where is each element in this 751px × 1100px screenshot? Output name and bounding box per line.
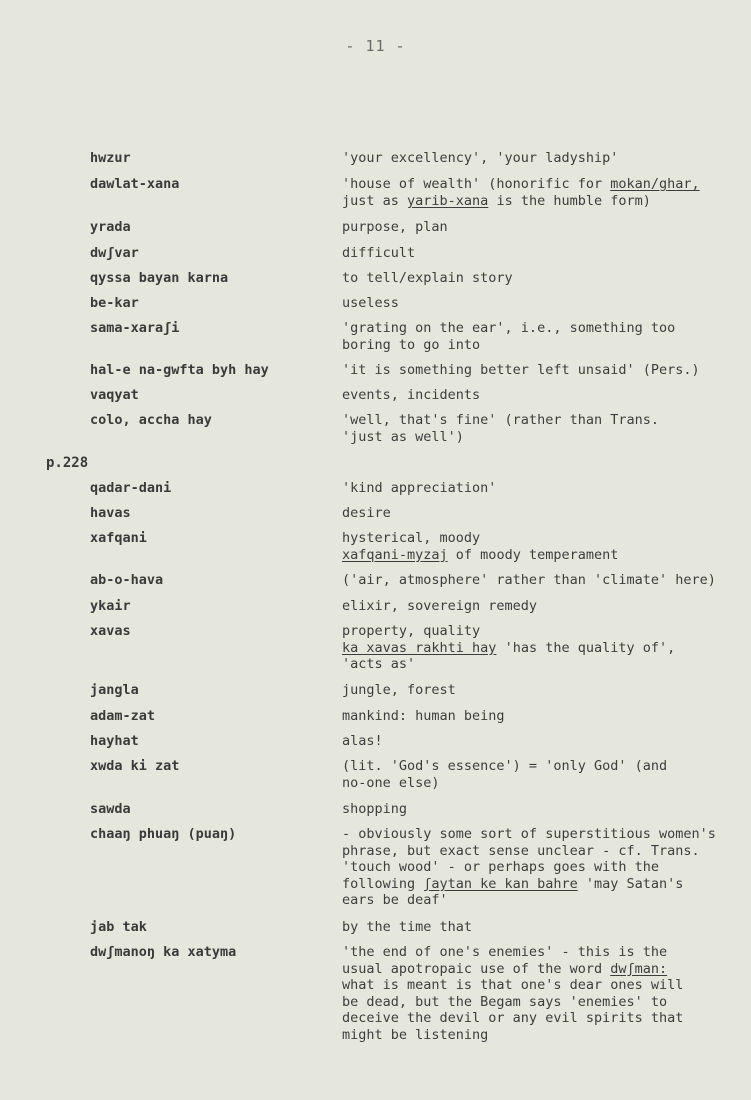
gloss-line: alas! — [342, 733, 383, 749]
underlined-term: ka xavas rakhti hay — [342, 639, 497, 656]
entry-term: chaaŋ phuaŋ (puaŋ) — [90, 826, 237, 842]
page-number: - 11 - — [345, 37, 406, 55]
gloss-line: events, incidents — [342, 387, 481, 403]
entry-gloss — [342, 598, 742, 615]
gloss-line: by the time that — [342, 919, 473, 935]
gloss-text: following — [342, 875, 424, 892]
gloss-line: 'your excellency', 'your ladyship' — [342, 150, 619, 166]
gloss-line: no-one else) — [342, 774, 440, 791]
entry-term: qyssa bayan karna — [90, 270, 229, 286]
entry-gloss — [342, 826, 742, 909]
underlined-term: xafqani-myzaj — [342, 546, 448, 563]
entry-gloss — [342, 505, 742, 522]
gloss-line: to tell/explain story — [342, 270, 513, 286]
entry-term: xavas — [90, 623, 131, 639]
entry-term: sama-xaraʃi — [90, 320, 180, 336]
gloss-text: usual apotropaic use of the word — [342, 960, 611, 977]
gloss-line: be dead, but the Begam says 'enemies' to — [342, 993, 668, 1010]
entry-gloss — [342, 412, 742, 445]
gloss-line: mankind: human being — [342, 708, 505, 724]
gloss-line: boring to go into — [342, 336, 481, 353]
gloss-line: deceive the devil or any evil spirits that — [342, 1010, 684, 1026]
gloss-line: 'touch wood' - or perhaps goes with the — [342, 859, 659, 875]
gloss-line: - obviously some sort of superstitious women's — [342, 826, 716, 842]
entry-gloss — [342, 801, 742, 818]
entry-gloss — [342, 682, 742, 699]
gloss-line: shopping — [342, 801, 408, 817]
entry-term: hayhat — [90, 733, 139, 749]
gloss-text: 'may Satan's — [577, 875, 684, 892]
gloss-line — [342, 961, 742, 978]
entry-gloss — [342, 480, 742, 497]
gloss-text: 'house of wealth' (honorific for — [342, 176, 611, 192]
entry-term: havas — [90, 505, 131, 521]
entry-gloss — [342, 270, 742, 287]
entry-term: jab tak — [90, 919, 147, 935]
gloss-line: property, quality — [342, 623, 481, 639]
gloss-line: phrase, but exact sense unclear - cf. Trans. — [342, 842, 700, 859]
entry-term: vaqyat — [90, 387, 139, 403]
gloss-line: useless — [342, 295, 399, 311]
gloss-text: just as — [342, 192, 408, 209]
entry-gloss — [342, 387, 742, 404]
page-reference-marker: p.228 — [46, 455, 89, 471]
gloss-text: of moody temperament — [447, 546, 619, 563]
gloss-line: (lit. 'God's essence') = 'only God' (and — [342, 758, 668, 774]
gloss-line: 'acts as' — [342, 656, 416, 672]
entry-gloss — [342, 919, 742, 936]
gloss-line: 'well, that's fine' (rather than Trans. — [342, 412, 659, 428]
entry-term: hwzur — [90, 150, 131, 166]
entry-term: xafqani — [90, 530, 147, 546]
gloss-line: 'just as well') — [342, 428, 464, 445]
entry-gloss — [342, 733, 742, 750]
gloss-line — [342, 876, 742, 893]
entry-term: dwʃvar — [90, 245, 139, 261]
gloss-line: might be listening — [342, 1026, 489, 1043]
gloss-line: what is meant is that one's dear ones will — [342, 977, 684, 993]
entry-term: yrada — [90, 219, 131, 235]
underlined-term: yarib-xana — [407, 192, 489, 209]
entry-term: dwʃmanoŋ ka xatyma — [90, 944, 237, 960]
entry-gloss — [342, 530, 742, 563]
gloss-line: elixir, sovereign remedy — [342, 598, 538, 614]
gloss-line — [342, 547, 742, 564]
entry-term: colo, accha hay — [90, 412, 212, 428]
gloss-line: difficult — [342, 245, 416, 261]
entry-term: ykair — [90, 598, 131, 614]
underlined-term: dwʃman: — [610, 960, 668, 977]
entry-gloss — [342, 295, 742, 312]
gloss-line: 'it is something better left unsaid' (Pers.) — [342, 362, 700, 378]
underlined-term: ʃaytan ke kan bahre — [423, 875, 578, 892]
gloss-line: jungle, forest — [342, 682, 456, 698]
entry-gloss — [342, 176, 742, 209]
entry-gloss — [342, 944, 742, 1043]
gloss-line: purpose, plan — [342, 219, 448, 235]
entry-term: jangla — [90, 682, 139, 698]
gloss-line: desire — [342, 505, 391, 521]
gloss-line: 'grating on the ear', i.e., something too — [342, 320, 676, 336]
entry-term: xwda ki zat — [90, 758, 180, 774]
entry-gloss — [342, 219, 742, 236]
entry-gloss — [342, 623, 742, 673]
underlined-term: mokan/ghar, — [610, 176, 700, 192]
entry-gloss — [342, 150, 742, 167]
gloss-line: ('air, atmosphere' rather than 'climate' here) — [342, 572, 716, 588]
gloss-line — [342, 640, 742, 657]
entry-term: adam-zat — [90, 708, 156, 724]
entry-term: be-kar — [90, 295, 139, 311]
entry-term: qadar-dani — [90, 480, 172, 496]
entry-term: hal-e na-gwfta byh hay — [90, 362, 269, 378]
gloss-line — [342, 193, 742, 210]
entry-term: sawda — [90, 801, 131, 817]
gloss-line — [342, 176, 742, 193]
entry-gloss — [342, 572, 742, 589]
entry-gloss — [342, 758, 742, 791]
gloss-line: ears be deaf' — [342, 892, 448, 908]
gloss-text: is the humble form) — [488, 192, 651, 209]
entry-gloss — [342, 708, 742, 725]
entry-gloss — [342, 320, 742, 353]
gloss-line: 'the end of one's enemies' - this is the — [342, 944, 668, 960]
entry-term: dawlat-xana — [90, 176, 180, 192]
gloss-line: 'kind appreciation' — [342, 480, 497, 496]
gloss-text: 'has the quality of', — [496, 639, 676, 656]
entry-gloss — [342, 362, 742, 379]
entry-gloss — [342, 245, 742, 262]
entry-term: ab-o-hava — [90, 572, 164, 588]
gloss-line: hysterical, moody — [342, 530, 481, 546]
